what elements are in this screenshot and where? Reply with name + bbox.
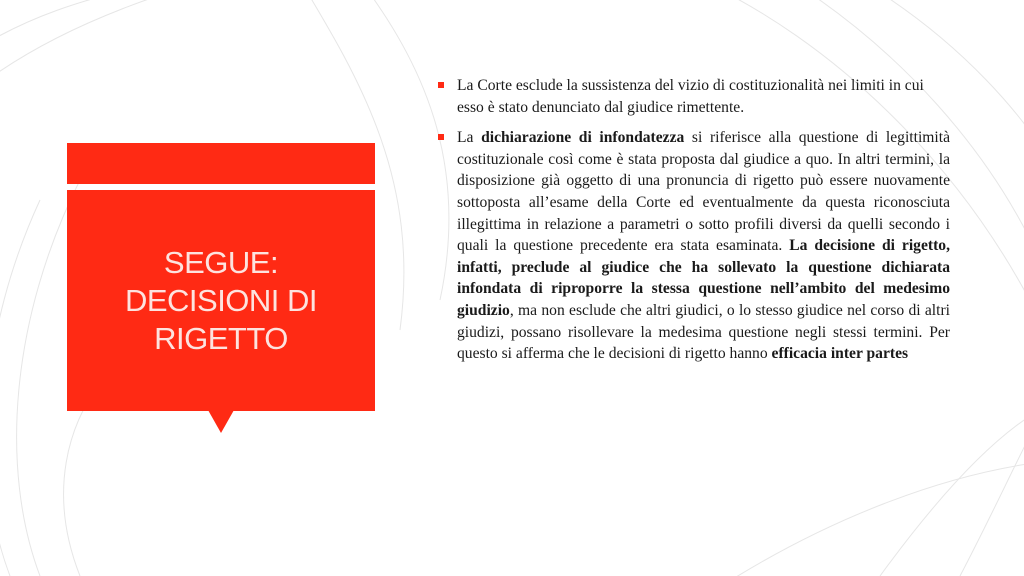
bold-segment: dichiarazione di infondatezza xyxy=(481,129,685,147)
bullet-text: La Corte esclude la sussistenza del vizio di costituzionalità nei limiti in cui esso è stato denunciato dal giudice rimettente. xyxy=(457,77,924,116)
accent-strip xyxy=(67,143,375,184)
title-line: DECISIONI DI xyxy=(124,282,318,318)
title-pointer xyxy=(208,410,234,433)
title-line: RIGETTO xyxy=(154,320,288,356)
text-segment: si riferisce alla questione di legittimità costituzionale così come è stata proposta dal giudice a quo. In altri termini, la disposizione già oggetto di una pronuncia di rigetto può essere nuovamente sottoposta all’esame della Corte ed eventualmente da questa riconosciuta illegittima in relazione a parametri o sotto profili diversi da quelli secondo i quali la questione precedente era stata esaminata. xyxy=(457,129,950,255)
text-segment: , ma non esclude che altri giudici, o lo stesso giudice nel corso di altri giudizi, possano risollevare la medesima questione negli stessi termini. Per questo si afferma che le decisioni di rigetto hanno xyxy=(457,301,950,363)
text-segment: La xyxy=(457,129,482,147)
bold-segment: efficacia inter partes xyxy=(771,345,909,363)
slide-body xyxy=(438,75,950,374)
title-line: SEGUE: xyxy=(163,244,279,280)
slide-title xyxy=(125,244,317,358)
bold-segment: La decisione di rigetto, infatti, preclude al giudice che ha sollevato la questione dichiarata infondata di riproporre la stessa questione nell’ambito del medesimo giudizio xyxy=(457,237,950,319)
square-bullet-icon xyxy=(438,134,444,140)
square-bullet-icon xyxy=(438,82,444,88)
bullet-item xyxy=(438,75,950,118)
bullet-item xyxy=(438,127,950,365)
title-panel xyxy=(67,190,375,411)
